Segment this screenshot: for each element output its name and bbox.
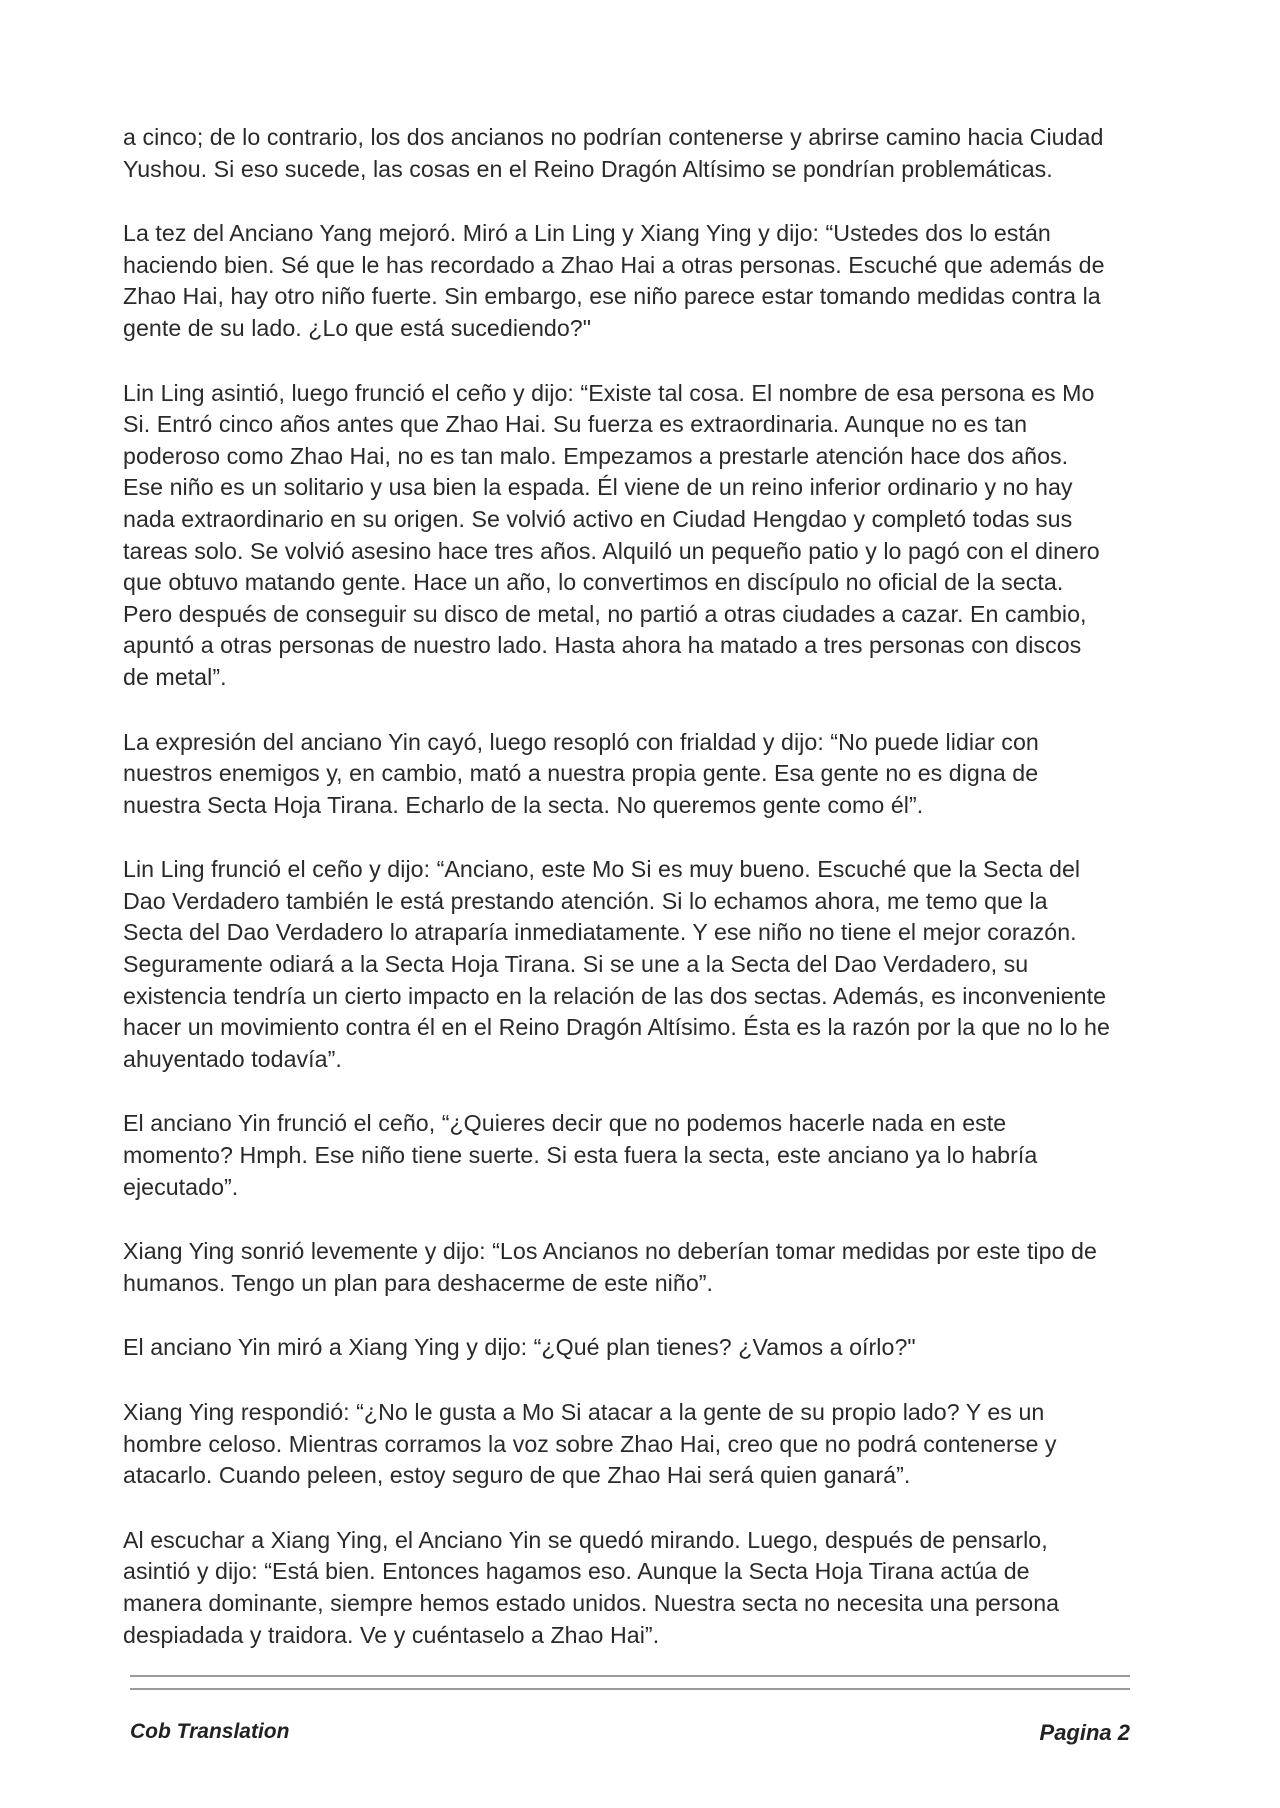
footer-divider [130,1675,1130,1701]
footer-rule-bottom [130,1688,1130,1690]
paragraph-3: Lin Ling asintió, luego frunció el ceño y dijo: “Existe tal cosa. El nombre de esa persona es Mo Si. Entró cinco años antes que Zhao Hai. Su fuerza es extraordinaria. Aunque no es tan poderoso como Zhao Hai, no es tan malo. Empezamos a prestarle atención hace dos años. Ese niño es un solitario y usa bien la espada. Él viene de un reino inferior ordinario y no hay nada extraordinario en su origen. Se volvió activo en Ciudad Hengdao y completó todas sus tareas solo. Se volvió asesino hace tres años. Alquiló un pequeño patio y lo pagó con el dinero que obtuvo matando gente. Hace un año, lo convertimos en discípulo no oficial de la secta. Pero después de conseguir su disco de metal, no partió a otras ciudades a cazar. En cambio, apuntó a otras personas de nuestro lado. Hasta ahora ha matado a tres personas con discos de metal”. [123,379,1100,690]
paragraph-2: La tez del Anciano Yang mejoró. Miró a Lin Ling y Xiang Ying y dijo: “Ustedes dos lo están haciendo bien. Sé que le has recordado a Zhao Hai a otras personas. Escuché que además de Zhao Hai, hay otro niño fuerte. Sin embargo, ese niño parece estar tomando medidas contra la gente de su lado. ¿Lo que está sucediendo?" [123,220,1105,341]
footer-rule-top [130,1675,1130,1677]
paragraph-10: Al escuchar a Xiang Ying, el Anciano Yin se quedó mirando. Luego, después de pensarlo, asintió y dijo: “Está bien. Entonces hagamos eso. Aunque la Secta Hoja Tirana actúa de manera dominante, siempre hemos estado unidos. Nuestra secta no necesita una persona despiadada y traidora. Ve y cuéntaselo a Zhao Hai”. [123,1526,1060,1648]
paragraph-8: El anciano Yin miró a Xiang Ying y dijo: “¿Qué plan tienes? ¿Vamos a oírlo?" [123,1334,916,1361]
paragraph-5: Lin Ling frunció el ceño y dijo: “Anciano, este Mo Si es muy bueno. Escuché que la Secta del Dao Verdadero también le está prestando atención. Si lo echamos ahora, me temo que la Secta del Dao Verdadero lo atraparía inmediatamente. Y ese niño no tiene el mejor corazón. Seguramente odiará a la Secta Hoja Tirana. Si se une a la Secta del Dao Verdadero, su existencia tendría un cierto impacto en la relación de las dos sectas. Además, es inconveniente hacer un movimiento contra él en el Reino Dragón Altísimo. Ésta es la razón por la que no lo he ahuyentado todavía”. [123,856,1110,1072]
footer-page-number: Pagina 2 [1039,1720,1130,1745]
page-footer [130,1720,1130,1750]
paragraph-1: a cinco; de lo contrario, los dos ancianos no podrían contenerse y abrirse camino hacia Ciudad Yushou. Si eso sucede, las cosas en el Reino Dragón Altísimo se pondrían problemáticas. [123,124,1104,182]
paragraph-6: El anciano Yin frunció el ceño, “¿Quieres decir que no podemos hacerle nada en este momento? Hmph. Ese niño tiene suerte. Si esta fuera la secta, este anciano ya lo habría ejecutado”. [123,1110,1038,1200]
footer-translator: Cob Translation [130,1720,290,1743]
document-body [123,122,1143,1684]
paragraph-9: Xiang Ying respondió: “¿No le gusta a Mo Si atacar a la gente de su propio lado? Y es un hombre celoso. Mientras corramos la voz sobre Zhao Hai, creo que no podrá contenerse y atacarlo. Cuando peleen, estoy seguro de que Zhao Hai será quien ganará”. [123,1399,1057,1489]
paragraph-7: Xiang Ying sonrió levemente y dijo: “Los Ancianos no deberían tomar medidas por este tipo de humanos. Tengo un plan para deshacerme de este niño”. [123,1238,1097,1296]
paragraph-4: La expresión del anciano Yin cayó, luego resopló con frialdad y dijo: “No puede lidiar con nuestros enemigos y, en cambio, mató a nuestra propia gente. Esa gente no es digna de nuestra Secta Hoja Tirana. Echarlo de la secta. No queremos gente como él”. [123,728,1039,818]
